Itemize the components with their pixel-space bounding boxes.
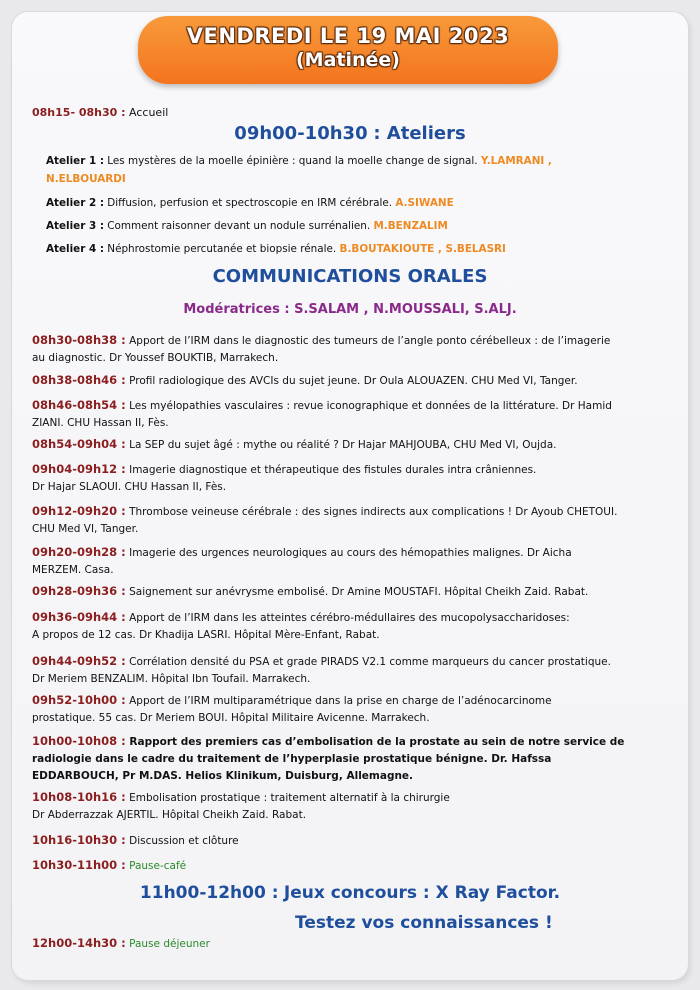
accueil-text: Accueil	[129, 106, 169, 119]
talk-line: Corrélation densité du PSA et grade PIRADS V2.1 comme marqueurs du cancer prostatique.	[129, 656, 611, 668]
talk-line: Rapport des premiers cas d’embolisation de la prostate au sein de notre service de	[129, 736, 625, 748]
talk-line: Apport de l’IRM dans le diagnostic des tumeurs de l’angle ponto cérébelleux : de l’imagerie	[129, 335, 611, 347]
dejeuner-row	[32, 935, 652, 953]
talk-line: La SEP du sujet âgé : mythe ou réalité ? Dr Hajar MAHJOUBA, CHU Med VI, Oujda.	[129, 439, 557, 451]
atelier-1-label: Atelier 1 :	[46, 155, 104, 167]
talk-time: 09h44-09h52 :	[32, 654, 126, 668]
talk-7	[32, 544, 652, 579]
talk-line: Les myélopathies vasculaires : revue iconographique et données de la littérature. Dr Hamid	[129, 400, 612, 412]
talk-line: A propos de 12 cas. Dr Khadija LASRI. Hôpital Mère-Enfant, Rabat.	[32, 629, 380, 641]
talk-time: 09h28-09h36 :	[32, 584, 126, 598]
atelier-2-label: Atelier 2 :	[46, 197, 104, 209]
talk-line: Imagerie des urgences neurologiques au cours des hémopathies malignes. Dr Aicha	[129, 547, 572, 559]
talk-line: Profil radiologique des AVCIs du sujet jeune. Dr Oula ALOUAZEN. CHU Med VI, Tanger.	[129, 375, 578, 387]
accueil-row	[32, 104, 168, 122]
atelier-4-text: Néphrostomie percutanée et biopsie rénale.	[107, 243, 337, 255]
talk-line: Thrombose veineuse cérébrale : des signes indirects aux complications ! Dr Ayoub CHETOUI.	[129, 506, 618, 518]
moderatrices: Modératrices : S.SALAM , N.MOUSSALI, S.ALJ.	[183, 302, 517, 317]
talk-3	[32, 397, 652, 432]
talk-line: Apport de l’IRM dans les atteintes cérébro-médullaires des mucopolysaccharidoses:	[129, 612, 570, 624]
jeux-subtitle: Testez vos connaissances !	[295, 913, 553, 933]
jeux-text: Jeux concours : X Ray Factor.	[283, 883, 561, 903]
atelier-3-text: Comment raisonner devant un nodule surrénalien.	[107, 220, 371, 232]
talk-line: Embolisation prostatique : traitement alternatif à la chirurgie	[129, 792, 450, 804]
atelier-2	[46, 194, 646, 212]
talk-time: 09h12-09h20 :	[32, 504, 126, 518]
discussion-time: 10h16-10h30 :	[32, 833, 126, 847]
atelier-4-label: Atelier 4 :	[46, 243, 104, 255]
talk-line: ZIANI. CHU Hassan II, Fès.	[32, 417, 169, 429]
atelier-1-text: Les mystères de la moelle épinière : quand la moelle change de signal.	[107, 155, 478, 167]
talk-line: Dr Meriem BENZALIM. Hôpital Ibn Toufail. Marrakech.	[32, 673, 311, 685]
talk-time: 10h08-10h16 :	[32, 790, 126, 804]
talk-2	[32, 372, 652, 390]
talk-line: MERZEM. Casa.	[32, 564, 114, 576]
atelier-1	[46, 152, 646, 188]
jeux-time: 11h00-12h00 :	[139, 883, 279, 903]
talk-line: Saignement sur anévrysme embolisé. Dr Amine MOUSTAFI. Hôpital Cheikh Zaid. Rabat.	[129, 586, 589, 598]
talk-12	[32, 733, 652, 785]
dejeuner-text: Pause déjeuner	[129, 938, 210, 950]
atelier-4	[46, 240, 646, 258]
talk-line: Apport de l’IRM multiparamétrique dans la prise en charge de l’adénocarcinome	[129, 695, 552, 707]
session-subtitle: (Matinée)	[296, 49, 400, 71]
talk-13	[32, 789, 652, 824]
ateliers-heading	[0, 122, 700, 146]
discussion-text: Discussion et clôture	[129, 835, 239, 847]
talk-10	[32, 653, 652, 688]
atelier-2-speaker: A.SIWANE	[395, 197, 454, 209]
ateliers-time: 09h00-10h30	[234, 123, 368, 144]
talk-time: 10h00-10h08 :	[32, 734, 126, 748]
pause-cafe-text: Pause-café	[129, 860, 187, 872]
discussion-row	[32, 832, 652, 850]
talk-5	[32, 461, 652, 496]
talk-1	[32, 332, 652, 367]
atelier-2-text: Diffusion, perfusion et spectroscopie en IRM cérébrale.	[107, 197, 393, 209]
talk-9	[32, 609, 652, 644]
pause-cafe-row	[32, 857, 652, 875]
talk-line: Imagerie diagnostique et thérapeutique des fistules durales intra crâniennes.	[129, 464, 537, 476]
atelier-1-speaker: Y.LAMRANI ,	[480, 155, 552, 167]
accueil-time: 08h15- 08h30 :	[32, 106, 126, 119]
talk-time: 08h54-09h04 :	[32, 437, 126, 451]
ateliers-label: : Ateliers	[373, 123, 466, 144]
atelier-1-speaker2: N.ELBOUARDI	[46, 173, 126, 185]
pause-cafe-time: 10h30-11h00 :	[32, 858, 126, 872]
talk-time: 09h20-09h28 :	[32, 545, 126, 559]
talk-time: 09h52-10h00 :	[32, 693, 126, 707]
talk-line: Dr Abderrazzak AJERTIL. Hôpital Cheikh Zaid. Rabat.	[32, 809, 307, 821]
talk-11	[32, 692, 652, 727]
atelier-3-speaker: M.BENZALIM	[373, 220, 448, 232]
communications-heading: COMMUNICATIONS ORALES	[212, 266, 488, 287]
date-banner	[138, 16, 558, 84]
talk-time: 08h30-08h38 :	[32, 333, 126, 347]
talk-time: 08h46-08h54 :	[32, 398, 126, 412]
talk-line: radiologie dans le cadre du traitement de l’hyperplasie prostatique bénigne. Dr. Hafssa	[32, 753, 552, 765]
atelier-4-speaker: B.BOUTAKIOUTE , S.BELASRI	[339, 243, 506, 255]
talk-time: 09h36-09h44 :	[32, 610, 126, 624]
date-title: VENDREDI LE 19 MAI 2023	[186, 24, 510, 48]
talk-line: Dr Hajar SLAOUI. CHU Hassan II, Fès.	[32, 481, 227, 493]
talk-line: prostatique. 55 cas. Dr Meriem BOUI. Hôpital Militaire Avicenne. Marrakech.	[32, 712, 430, 724]
jeux-heading	[0, 881, 700, 905]
talk-time: 08h38-08h46 :	[32, 373, 126, 387]
talk-8	[32, 583, 652, 601]
atelier-3	[46, 217, 646, 235]
talk-line: au diagnostic. Dr Youssef BOUKTIB, Marrakech.	[32, 352, 279, 364]
talk-line: CHU Med VI, Tanger.	[32, 523, 139, 535]
dejeuner-time: 12h00-14h30 :	[32, 936, 126, 950]
talk-line: EDDARBOUCH, Pr M.DAS. Helios Klinikum, Duisburg, Allemagne.	[32, 770, 414, 782]
talk-time: 09h04-09h12 :	[32, 462, 126, 476]
talk-6	[32, 503, 652, 538]
talk-4	[32, 436, 652, 454]
atelier-3-label: Atelier 3 :	[46, 220, 104, 232]
